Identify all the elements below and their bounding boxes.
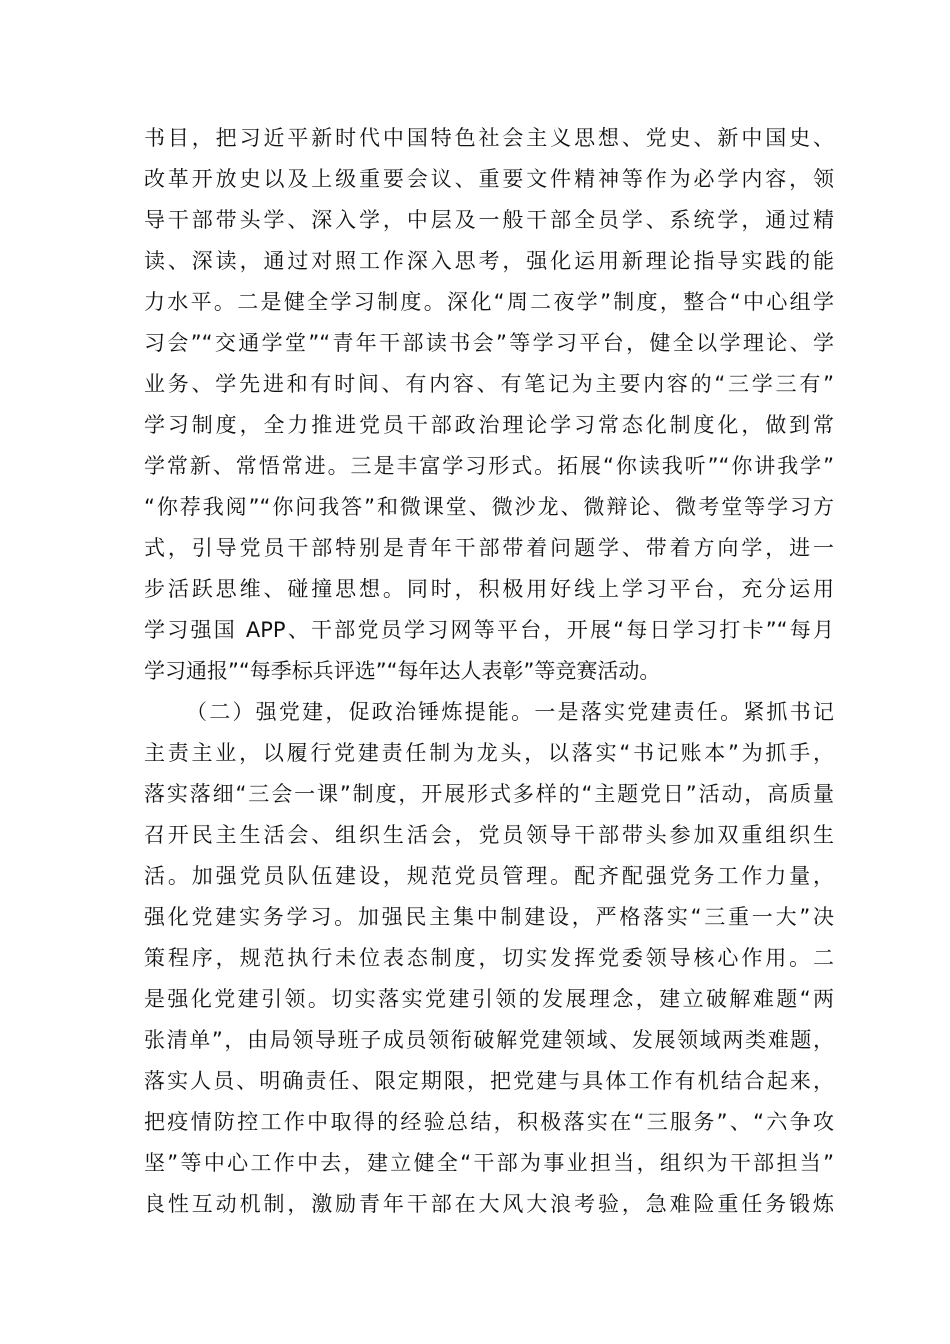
- text-line: 步活跃思维、碰撞思想。同时，积极用好线上学习平台，充分运用: [144, 577, 834, 601]
- text-line: 主责主业，以履行党建责任制为龙头，以落实“书记账本”为抓手，: [144, 741, 834, 765]
- text-line: 力水平。二是健全学习制度。深化“周二夜学”制度，整合“中心组学: [144, 290, 834, 314]
- text-line: 是强化党建引领。切实落实党建引领的发展理念，建立破解难题“两: [144, 987, 834, 1011]
- text-line: 业务、学先进和有时间、有内容、有笔记为主要内容的“三学三有”: [144, 372, 834, 396]
- text-line: 活。加强党员队伍建设，规范党员管理。配齐配强党务工作力量，: [144, 864, 834, 888]
- text-line: “你荐我阅”“你问我答”和微课堂、微沙龙、微辩论、微考堂等学习方: [144, 495, 834, 519]
- text-line: 学常新、常悟常进。三是丰富学习形式。拓展“你读我听”“你讲我学”: [144, 454, 834, 478]
- text-line: 策程序，规范执行未位表态制度，切实发挥党委领导核心作用。二: [144, 946, 834, 970]
- text-line: 把疫情防控工作中取得的经验总结，积极落实在“三服务”、“六争攻: [144, 1110, 834, 1134]
- text-line: 良性互动机制，激励青年干部在大风大浪考验，急难险重任务锻炼: [144, 1192, 834, 1216]
- section-heading-line: （二）强党建，促政治锤炼提能。一是落实党建责任。紧抓书记: [186, 700, 834, 724]
- text-line: 学习制度，全力推进党员干部政治理论学习常态化制度化，做到常: [144, 413, 834, 437]
- text-line: 强化党建实务学习。加强民主集中制建设，严格落实“三重一大”决: [144, 905, 834, 929]
- text-line: 落实落细“三会一课”制度，开展形式多样的“主题党日”活动，高质量: [144, 782, 834, 806]
- text-line: 书目，把习近平新时代中国特色社会主义思想、党史、新中国史、: [144, 126, 834, 150]
- text-line: 学习强国 APP、干部党员学习网等平台，开展“每日学习打卡”“每月: [144, 618, 834, 642]
- body-text: [144, 118, 834, 1225]
- text-line: 习会”“交通学堂”“青年干部读书会”等学习平台，健全以学理论、学: [144, 331, 834, 355]
- text-line: 改革开放史以及上级重要会议、重要文件精神等作为必学内容，领: [144, 167, 834, 191]
- text-line: 学习通报”“每季标兵评选”“每年达人表彰”等竞赛活动。: [144, 659, 661, 683]
- text-line: 召开民主生活会、组织生活会，党员领导干部带头参加双重组织生: [144, 823, 834, 847]
- text-line: 式，引导党员干部特别是青年干部带着问题学、带着方向学，进一: [144, 536, 834, 560]
- text-line: 导干部带头学、深入学，中层及一般干部全员学、系统学，通过精: [144, 208, 834, 232]
- text-line: 坚”等中心工作中去，建立健全“干部为事业担当，组织为干部担当”: [144, 1151, 834, 1175]
- text-line: 张清单”，由局领导班子成员领衔破解党建领域、发展领域两类难题，: [144, 1028, 834, 1052]
- text-line: 落实人员、明确责任、限定期限，把党建与具体工作有机结合起来，: [144, 1069, 834, 1093]
- text-line: 读、深读，通过对照工作深入思考，强化运用新理论指导实践的能: [144, 249, 834, 273]
